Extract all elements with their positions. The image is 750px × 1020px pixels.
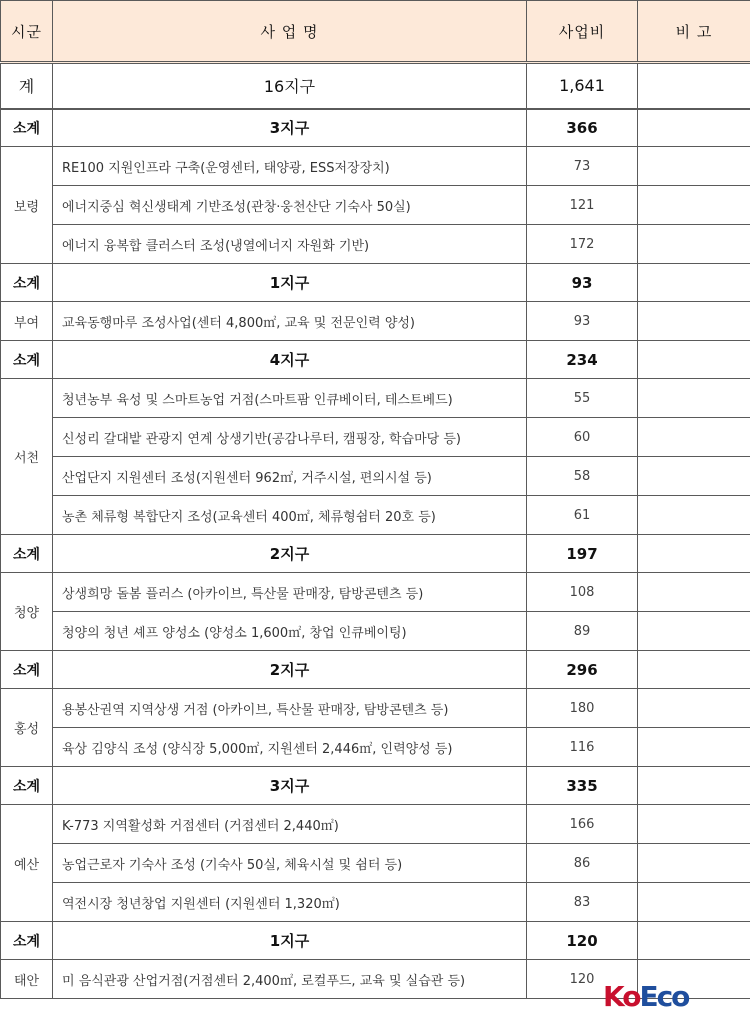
project-cost: 73	[527, 147, 638, 186]
subtotal-note	[638, 109, 750, 147]
table-row	[1, 379, 750, 418]
project-cost: 58	[527, 457, 638, 496]
project-name: 청양의 청년 셰프 양성소 (양성소 1,600㎡, 창업 인큐베이팅)	[53, 612, 527, 651]
region-cell: 서천	[1, 379, 53, 535]
region-cell: 예산	[1, 805, 53, 922]
table-row	[1, 186, 750, 225]
subtotal-row	[1, 651, 750, 689]
subtotal-note	[638, 922, 750, 960]
table-row	[1, 612, 750, 651]
project-note	[638, 457, 750, 496]
table-row	[1, 689, 750, 728]
project-cost: 83	[527, 883, 638, 922]
project-note	[638, 883, 750, 922]
project-name: 에너지중심 혁신생태계 기반조성(관창·웅천산단 기숙사 50실)	[53, 186, 527, 225]
project-cost: 116	[527, 728, 638, 767]
subtotal-note	[638, 264, 750, 302]
subtotal-name: 1지구	[53, 264, 527, 302]
total-cost: 1,641	[527, 63, 638, 109]
header-row	[1, 1, 750, 63]
table-row	[1, 728, 750, 767]
project-name: K-773 지역활성화 거점센터 (거점센터 2,440㎡)	[53, 805, 527, 844]
table-row	[1, 496, 750, 535]
project-note	[638, 689, 750, 728]
region-cell: 부여	[1, 302, 53, 341]
subtotal-cost: 296	[527, 651, 638, 689]
project-name: 신성리 갈대밭 관광지 연계 상생기반(공감나루터, 캠핑장, 학습마당 등)	[53, 418, 527, 457]
project-cost: 93	[527, 302, 638, 341]
project-cost: 172	[527, 225, 638, 264]
subtotal-name: 3지구	[53, 109, 527, 147]
header-name: 사 업 명	[53, 1, 527, 63]
subtotal-row	[1, 109, 750, 147]
table-row	[1, 883, 750, 922]
total-label: 계	[1, 63, 53, 109]
project-note	[638, 728, 750, 767]
project-note	[638, 302, 750, 341]
project-note	[638, 147, 750, 186]
project-name: 청년농부 육성 및 스마트농업 거점(스마트팜 인큐베이터, 테스트베드)	[53, 379, 527, 418]
subtotal-name: 4지구	[53, 341, 527, 379]
subtotal-row	[1, 767, 750, 805]
subtotal-name: 3지구	[53, 767, 527, 805]
subtotal-row	[1, 922, 750, 960]
project-cost: 121	[527, 186, 638, 225]
subtotal-row	[1, 535, 750, 573]
subtotal-cost: 93	[527, 264, 638, 302]
subtotal-note	[638, 341, 750, 379]
total-row	[1, 63, 750, 109]
project-name: 산업단지 지원센터 조성(지원센터 962㎡, 거주시설, 편의시설 등)	[53, 457, 527, 496]
subtotal-label: 소계	[1, 264, 53, 302]
project-name: 농업근로자 기숙사 조성 (기숙사 50실, 체육시설 및 쉼터 등)	[53, 844, 527, 883]
table-row	[1, 573, 750, 612]
koeco-logo: KoEco	[603, 980, 689, 1013]
header-region: 시군	[1, 1, 53, 63]
project-cost: 180	[527, 689, 638, 728]
project-cost: 108	[527, 573, 638, 612]
subtotal-row	[1, 264, 750, 302]
subtotal-name: 2지구	[53, 535, 527, 573]
table-row	[1, 844, 750, 883]
project-cost: 61	[527, 496, 638, 535]
project-cost: 60	[527, 418, 638, 457]
project-name: 에너지 융복합 클러스터 조성(냉열에너지 자원화 기반)	[53, 225, 527, 264]
table-row	[1, 225, 750, 264]
subtotal-name: 2지구	[53, 651, 527, 689]
project-cost: 55	[527, 379, 638, 418]
project-note	[638, 225, 750, 264]
region-cell: 보령	[1, 147, 53, 264]
subtotal-note	[638, 767, 750, 805]
project-note	[638, 573, 750, 612]
region-cell: 청양	[1, 573, 53, 651]
project-note	[638, 379, 750, 418]
table-row	[1, 457, 750, 496]
subtotal-label: 소계	[1, 535, 53, 573]
project-name: 미 음식관광 산업거점(거점센터 2,400㎡, 로컬푸드, 교육 및 실습관 등)	[53, 960, 527, 999]
subtotal-cost: 234	[527, 341, 638, 379]
table-row	[1, 805, 750, 844]
project-name: 용봉산권역 지역상생 거점 (아카이브, 특산물 판매장, 탐방콘텐츠 등)	[53, 689, 527, 728]
project-cost: 89	[527, 612, 638, 651]
subtotal-cost: 197	[527, 535, 638, 573]
project-cost: 120	[527, 960, 638, 999]
region-cell: 홍성	[1, 689, 53, 767]
subtotal-note	[638, 535, 750, 573]
project-name: RE100 지원인프라 구축(운영센터, 태양광, ESS저장장치)	[53, 147, 527, 186]
project-name: 육상 김양식 조성 (양식장 5,000㎡, 지원센터 2,446㎡, 인력양성 등)	[53, 728, 527, 767]
project-name: 농촌 체류형 복합단지 조성(교육센터 400㎡, 체류형쉼터 20호 등)	[53, 496, 527, 535]
subtotal-cost: 366	[527, 109, 638, 147]
total-name: 16지구	[53, 63, 527, 109]
header-cost: 사업비	[527, 1, 638, 63]
project-note	[638, 805, 750, 844]
project-note	[638, 186, 750, 225]
table-row	[1, 147, 750, 186]
subtotal-cost: 120	[527, 922, 638, 960]
project-note	[638, 844, 750, 883]
region-cell: 태안	[1, 960, 53, 999]
subtotal-label: 소계	[1, 922, 53, 960]
subtotal-row	[1, 341, 750, 379]
subtotal-label: 소계	[1, 767, 53, 805]
subtotal-label: 소계	[1, 109, 53, 147]
subtotal-cost: 335	[527, 767, 638, 805]
table-row	[1, 418, 750, 457]
project-note	[638, 496, 750, 535]
subtotal-note	[638, 651, 750, 689]
project-name: 교육동행마루 조성사업(센터 4,800㎡, 교육 및 전문인력 양성)	[53, 302, 527, 341]
project-note	[638, 418, 750, 457]
subtotal-label: 소계	[1, 651, 53, 689]
project-note	[638, 612, 750, 651]
project-cost: 166	[527, 805, 638, 844]
subtotal-label: 소계	[1, 341, 53, 379]
total-note	[638, 63, 750, 109]
project-name: 역전시장 청년창업 지원센터 (지원센터 1,320㎡)	[53, 883, 527, 922]
project-name: 상생희망 돌봄 플러스 (아카이브, 특산물 판매장, 탐방콘텐츠 등)	[53, 573, 527, 612]
header-note: 비 고	[638, 1, 750, 63]
subtotal-name: 1지구	[53, 922, 527, 960]
project-cost: 86	[527, 844, 638, 883]
table-row	[1, 302, 750, 341]
